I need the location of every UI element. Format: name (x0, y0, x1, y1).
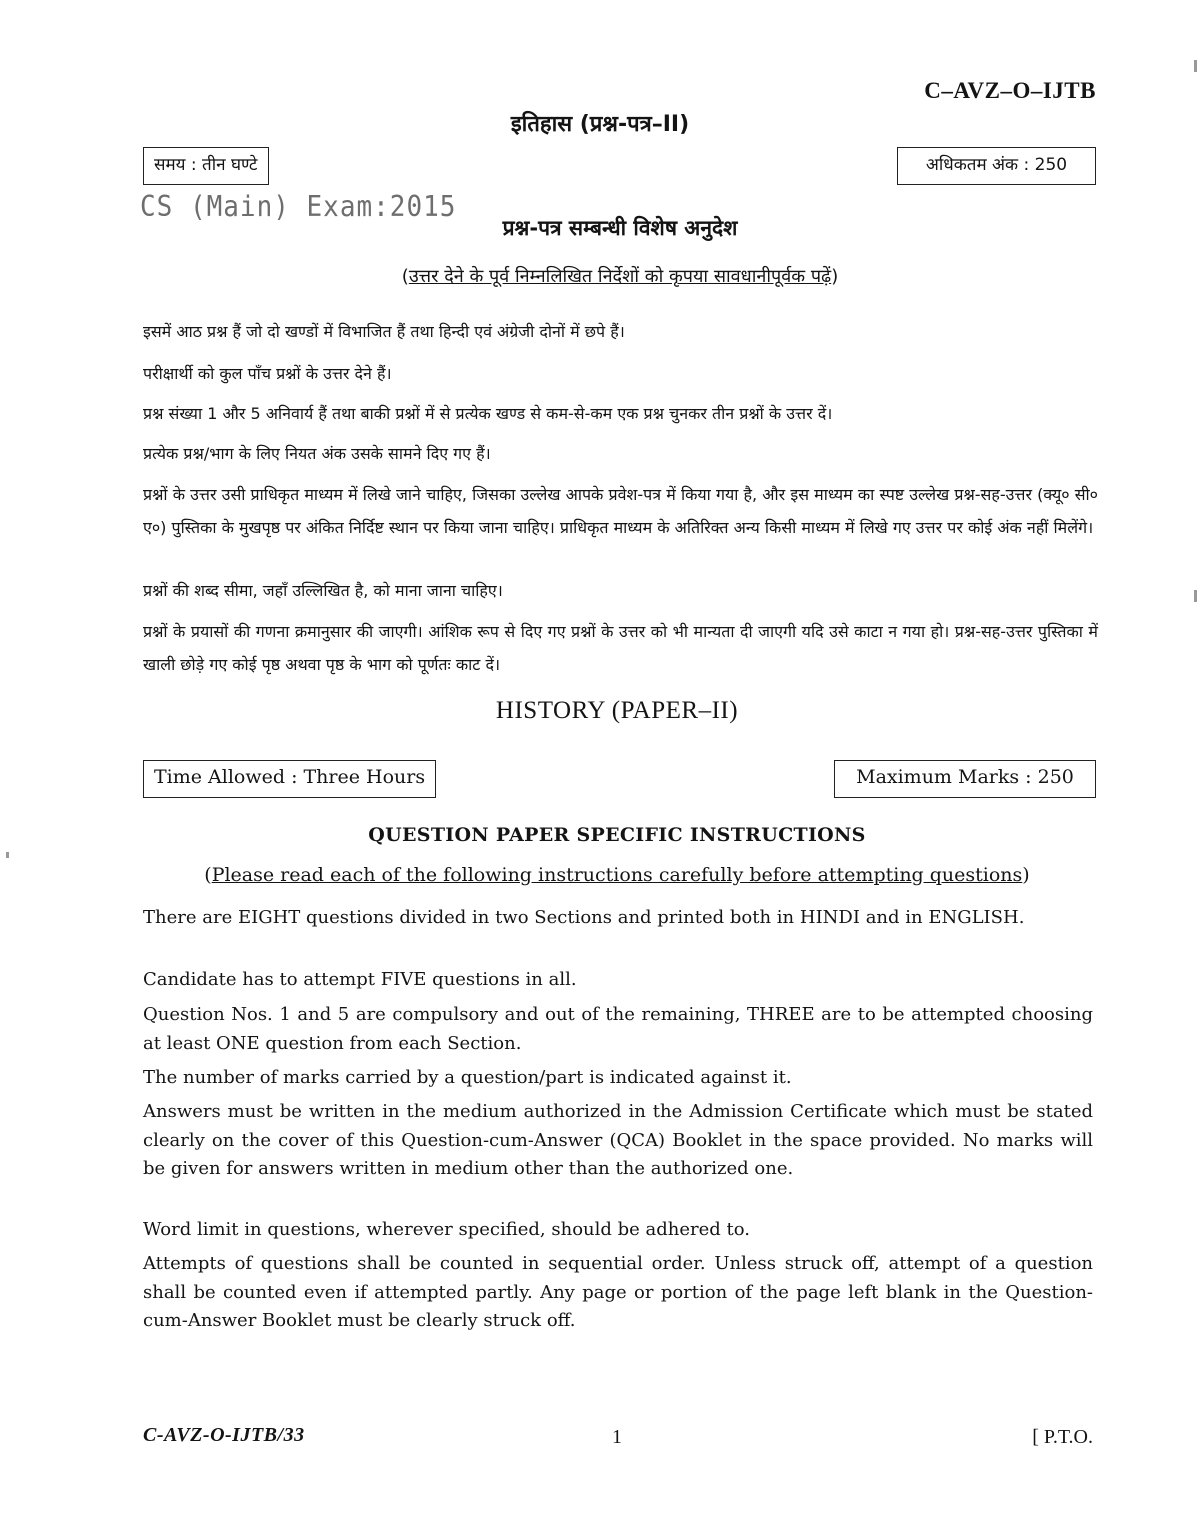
english-subheading-text: Please read each of the following instructions carefully before attempting questions (211, 864, 1023, 886)
english-instruction-4: The number of marks carried by a question/part is indicated against it. (143, 1067, 792, 1088)
hindi-instruction-3: प्रश्न संख्या 1 और 5 अनिवार्य हैं तथा बाकी प्रश्नों में से प्रत्येक खण्ड से कम-से-कम एक प्रश्न चुनकर तीन प्रश्नों के उत्तर दें। (143, 404, 833, 423)
footer-paper-code: C-AVZ-O-IJTB/33 (143, 1424, 305, 1446)
hindi-instructions-subheading (0, 264, 1200, 288)
exam-stamp: CS (Main) Exam:2015 (140, 190, 457, 224)
hindi-time-box: समय : तीन घण्टे (143, 147, 269, 185)
english-subheading-close: ) (1022, 864, 1030, 886)
hindi-instruction-5: प्रश्नों के उत्तर उसी प्राधिकृत माध्यम में लिखे जाने चाहिए, जिसका उल्लेख आपके प्रवेश-पत्र में किया गया है, और इस माध्यम का स्पष्ट उल्लेख प्रश्न-सह-उत्तर (क्यू० सी० ए०) पुस्तिका के मुखपृष्ठ पर अंकित निर्दिष्ट स्थान पर किया जाना चाहिए। प्राधिकृत माध्यम के अतिरिक्त अन्य किसी माध्यम में लिखे गए उत्तर पर कोई अंक नहीं मिलेंगे। (143, 485, 1098, 537)
english-instructions-heading: QUESTION PAPER SPECIFIC INSTRUCTIONS (368, 824, 866, 846)
hindi-instruction-2: परीक्षार्थी को कुल पाँच प्रश्नों के उत्तर देने हैं। (143, 364, 392, 383)
scan-mark (1194, 60, 1197, 72)
english-instruction-7: Attempts of questions shall be counted in sequential order. Unless struck off, attempt of a question shall be counted even if attempted partly. Any page or portion of the page left blank in the Question-cum-Answer Booklet must be clearly struck off. (143, 1253, 1093, 1331)
time-allowed-box: Time Allowed : Three Hours (143, 760, 436, 798)
hindi-subheading-close: ) (831, 266, 839, 287)
english-subheading-open: ( (204, 864, 212, 886)
english-instruction-6: Word limit in questions, wherever specified, should be adhered to. (143, 1219, 750, 1240)
please-turn-over: [ P.T.O. (1032, 1426, 1093, 1448)
hindi-instruction-4: प्रत्येक प्रश्न/भाग के लिए नियत अंक उसके सामने दिए गए हैं। (143, 444, 491, 463)
scan-mark (6, 852, 9, 858)
page-number: 1 (612, 1426, 622, 1448)
maximum-marks-box: Maximum Marks : 250 (834, 760, 1096, 798)
paper-code: C–AVZ–O–IJTB (924, 78, 1096, 103)
hindi-subheading-text: उत्तर देने के पूर्व निम्नलिखित निर्देशों को कृपया सावधानीपूर्वक पढ़ें (408, 266, 832, 287)
english-instruction-2: Candidate has to attempt FIVE questions in all. (143, 969, 577, 990)
hindi-instruction-1: इसमें आठ प्रश्न हैं जो दो खण्डों में विभाजित हैं तथा हिन्दी एवं अंग्रेजी दोनों में छपे हैं। (143, 322, 625, 341)
english-instructions-subheading (0, 864, 1200, 886)
hindi-paper-title: इतिहास (प्रश्न-पत्र–II) (510, 112, 690, 137)
english-instruction-5: Answers must be written in the medium authorized in the Admission Certificate which must be stated clearly on the cover of this Question-cum-Answer (QCA) Booklet in the space provided. No marks will be given for answers written in medium other than the authorized one. (143, 1101, 1093, 1179)
hindi-instructions-heading: प्रश्न-पत्र सम्बन्धी विशेष अनुदेश (502, 216, 738, 240)
hindi-max-marks-box: अधिकतम अंक : 250 (897, 147, 1096, 185)
hindi-instruction-7: प्रश्नों के प्रयासों की गणना क्रमानुसार की जाएगी। आंशिक रूप से दिए गए प्रश्नों के उत्तर को भी मान्यता दी जाएगी यदि उसे काटा न गया हो। प्रश्न-सह-उत्तर पुस्तिका में खाली छोड़े गए कोई पृष्ठ अथवा पृष्ठ के भाग को पूर्णतः काट दें। (143, 622, 1098, 674)
english-instruction-3: Question Nos. 1 and 5 are compulsory and out of the remaining, THREE are to be attempted choosing at least ONE question from each Section. (143, 1004, 1093, 1054)
scan-mark (1194, 590, 1197, 602)
hindi-instruction-6: प्रश्नों की शब्द सीमा, जहाँ उल्लिखित है, को माना जाना चाहिए। (143, 581, 503, 600)
english-instruction-1: There are EIGHT questions divided in two Sections and printed both in HINDI and in ENGLISH. (143, 907, 1025, 928)
english-paper-title: HISTORY (PAPER–II) (495, 697, 739, 724)
hindi-subheading-open: ( (401, 266, 409, 287)
